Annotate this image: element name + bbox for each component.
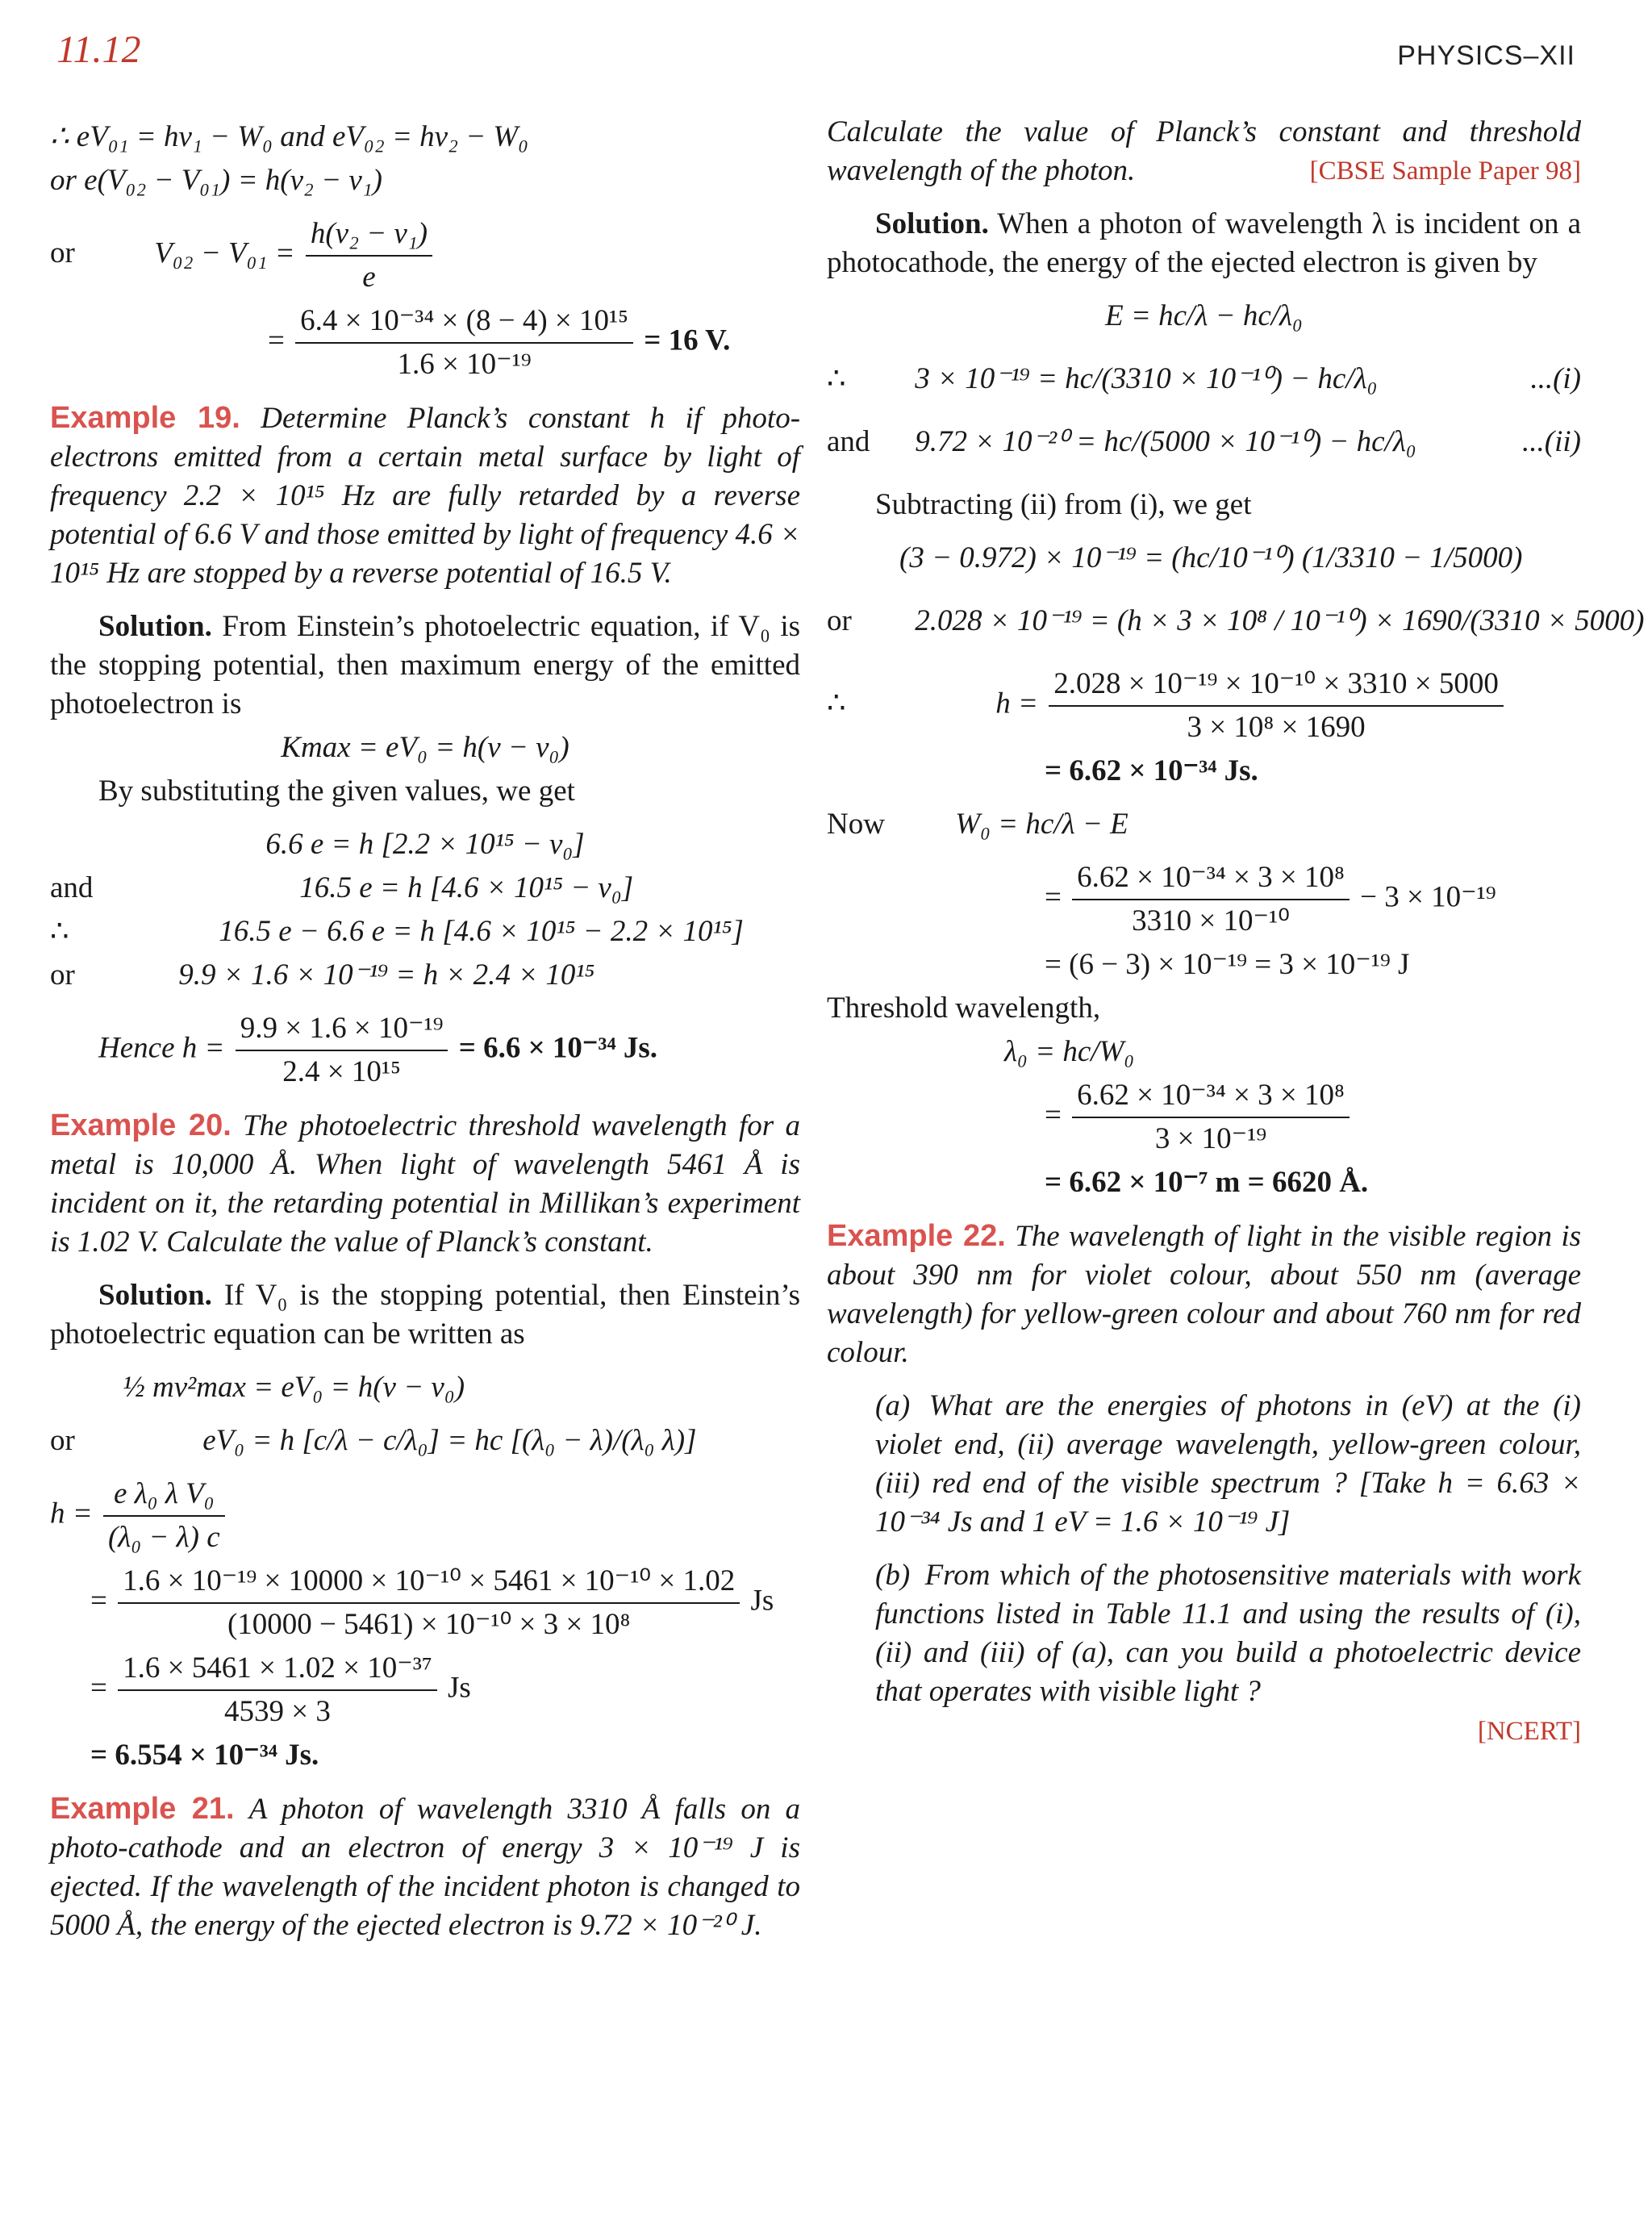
denominator: (10000 − 5461) × 10⁻¹⁰ × 3 × 10⁸: [227, 1608, 631, 1641]
equation-result: = 16 V.: [644, 324, 731, 357]
solution-text: When a photon of wavelength λ is incident on a photocathode, the energy of the ejected electron is given by: [827, 207, 1581, 279]
reference: [CBSE Sample Paper 98]: [1309, 157, 1581, 186]
numerator: 6.62 × 10⁻³⁴ × 3 × 10⁸: [1072, 858, 1350, 900]
equation: ∴ eV₀₁ = hν₁ − W₀ and eV₀₂ = hν₂ − W₀: [50, 120, 529, 153]
right-column: [827, 113, 1645, 1751]
fraction: [1072, 858, 1350, 941]
denominator: (λ₀ − λ) c: [107, 1521, 220, 1554]
solution-label: Solution.: [98, 1279, 212, 1312]
example-text: The photoelectric threshold wavelength for a metal is 10,000 Å. When light of wavelength 5461 Å is incident on it, the retarding potential in Millikan’s experiment is 1.02 V. Calculate the value of Planck’s constant.: [50, 1109, 800, 1259]
equation: [50, 1422, 800, 1460]
equation-tag: ...(i): [1530, 362, 1581, 395]
question-part-a: [875, 1387, 1581, 1542]
equation-lead: or: [50, 1424, 75, 1457]
equation-lhs: h =: [995, 687, 1038, 720]
example-heading: Example 19.: [50, 401, 240, 435]
example-22: [827, 1217, 1581, 1372]
equation: [50, 215, 800, 297]
part-text: What are the energies of photons in (eV) at the (i) violet end, (ii) average wavelength, yellow-green colour, (iii) red end of the visible spectrum ? [Take h = 6.63 × 10⁻³⁴ Js and 1 eV = 1.6 × 10⁻¹⁹ J]: [875, 1389, 1581, 1539]
equation: λ₀ = hc/W₀: [1004, 1035, 1135, 1068]
example-heading: Example 22.: [827, 1219, 1006, 1253]
example-21-continued: [827, 113, 1581, 190]
equation-lhs: Hence h =: [98, 1031, 225, 1065]
fraction: [1072, 1076, 1350, 1159]
fraction: [306, 215, 432, 297]
equation: [50, 956, 800, 995]
example-21: [50, 1789, 800, 1945]
equation-result: = 6.62 × 10⁻³⁴ Js.: [1045, 754, 1258, 787]
equation-lead: and: [50, 871, 94, 904]
equation-result: = 6.62 × 10⁻⁷ m = 6620 Å.: [1045, 1166, 1369, 1199]
numerator: h(ν₂ − ν₁): [306, 215, 432, 257]
fraction: [118, 1562, 740, 1644]
equation: [827, 360, 1581, 399]
equation-lead: Now: [827, 808, 885, 841]
solution-21: [827, 205, 1581, 282]
part-label: (a): [875, 1389, 911, 1422]
solution-text: From Einstein’s photoelectric equation, if V₀ is the stopping potential, then maximum energy of the emitted photoelectron is: [50, 610, 801, 720]
equation-body: 9.72 × 10⁻²⁰ = hc/(5000 × 10⁻¹⁰) − hc/λ₀: [915, 425, 1416, 458]
solution-label: Solution.: [98, 610, 212, 643]
equation-lead: ∴: [50, 915, 69, 948]
text-line: By substituting the given values, we get: [98, 775, 575, 808]
equation: [50, 1475, 800, 1557]
equation: [827, 805, 1581, 844]
equation-lead: or: [50, 236, 75, 270]
equation: ½ mv²max = eV₀ = h(ν − ν₀): [123, 1371, 465, 1404]
left-column: [50, 113, 800, 1945]
equation: [827, 423, 1581, 461]
equation-lead: and: [827, 425, 870, 458]
denominator: 3 × 10⁸ × 1690: [1187, 711, 1366, 744]
fraction: [103, 1475, 225, 1557]
denominator: 1.6 × 10⁻¹⁹: [397, 348, 532, 381]
equation-result: = 6.554 × 10⁻³⁴ Js.: [90, 1739, 319, 1772]
fraction: [295, 302, 633, 384]
equation-tail: − 3 × 10⁻¹⁹: [1360, 880, 1496, 914]
equation: = $\frac{\text{1.6 × 10⁻¹⁹ × 10000 × 10⁻¹⁰ × 5461 × 10⁻¹⁰ × 1.02}}{\text{(10000 − 5461) × 10⁻¹⁰ × 3 × 10⁸}}$ Js: [50, 1562, 800, 1644]
equation: [50, 1009, 800, 1092]
fraction: [118, 1649, 437, 1731]
part-label: (b): [875, 1559, 911, 1592]
numerator: e λ₀ λ V₀: [103, 1475, 225, 1517]
denominator: 2.4 × 10¹⁵: [282, 1055, 401, 1088]
numerator: 1.6 × 5461 × 1.02 × 10⁻³⁷: [118, 1649, 437, 1691]
example-text: Calculate the value of Planck’s constant and threshold wavelength of the photon.: [827, 115, 1581, 187]
denominator: 3310 × 10⁻¹⁰: [1132, 904, 1290, 937]
equation: [50, 869, 800, 908]
unit: Js: [448, 1671, 471, 1705]
equation-lead: or: [827, 604, 852, 637]
example-20: [50, 1106, 800, 1262]
example-text: The wavelength of light in the visible region is about 390 nm for violet colour, about 550 nm (average wavelength) for yellow-green colour and about 760 nm for red colour.: [827, 1220, 1582, 1369]
running-head: PHYSICS–XII: [1397, 40, 1575, 71]
fraction: [1049, 665, 1504, 747]
solution-19: [50, 608, 800, 724]
equation: = $\frac{\text{6.4 × 10⁻³⁴ × (8 − 4) × 10¹⁵}}{\text{1.6 × 10⁻¹⁹}}$ = 16 V.: [50, 302, 800, 384]
equation: E = hc/λ − hc/λ₀: [1105, 299, 1303, 332]
example-19: [50, 399, 800, 593]
equation-body: 3 × 10⁻¹⁹ = hc/(3310 × 10⁻¹⁰) − hc/λ₀: [915, 362, 1378, 395]
denominator: e: [362, 261, 376, 294]
equation: [827, 665, 1581, 747]
denominator: 3 × 10⁻¹⁹: [1154, 1122, 1267, 1155]
fraction: [236, 1009, 448, 1092]
equation-body: 16.5 e = h [4.6 × 10¹⁵ − ν₀]: [299, 871, 634, 904]
equation-body: eV₀ = h [c/λ − c/λ₀] = hc [(λ₀ − λ)/(λ₀ λ)]: [202, 1424, 697, 1457]
equation-body: 2.028 × 10⁻¹⁹ = (h × 3 × 10⁸ / 10⁻¹⁰) × 1690/(3310 × 5000): [915, 604, 1645, 637]
text-line: Subtracting (ii) from (i), we get: [875, 488, 1252, 521]
example-heading: Example 21.: [50, 1792, 235, 1826]
solution-label: Solution.: [875, 207, 989, 240]
equation: = $\frac{\text{6.62 × 10⁻³⁴ × 3 × 10⁸}}{\text{3 × 10⁻¹⁹}}$: [827, 1076, 1581, 1159]
equation-body: W₀ = hc/λ − E: [955, 808, 1128, 841]
solution-text: If V₀ is the stopping potential, then Einstein’s photoelectric equation can be written as: [50, 1279, 800, 1351]
example-text: Determine Planck’s constant h if photo-electrons emitted from a certain metal surface by light of frequency 2.2 × 10¹⁵ Hz are fully retarded by a reverse potential of 6.6 V and those emitted by light of frequency 4.6 × 10¹⁵ Hz are stopped by a reverse potential of 16.5 V.: [50, 402, 801, 590]
example-heading: Example 20.: [50, 1109, 232, 1142]
numerator: 1.6 × 10⁻¹⁹ × 10000 × 10⁻¹⁰ × 5461 × 10⁻¹⁰ × 1.02: [118, 1562, 740, 1604]
numerator: 6.4 × 10⁻³⁴ × (8 − 4) × 10¹⁵: [295, 302, 633, 344]
equation: = $\frac{\text{6.62 × 10⁻³⁴ × 3 × 10⁸}}{\text{3310 × 10⁻¹⁰}}$ − 3 × 10⁻¹⁹: [827, 858, 1581, 941]
numerator: 2.028 × 10⁻¹⁹ × 10⁻¹⁰ × 3310 × 5000: [1049, 665, 1504, 707]
part-text: From which of the photosensitive materials with work functions listed in Table 11.1 and using the results of (i), (ii) and (iii) of (a), can you build a photoelectric device that operates with visible light ?: [875, 1559, 1581, 1708]
equation-lhs: V₀₂ − V₀₁ =: [154, 236, 295, 270]
equation: or e(V₀₂ − V₀₁) = h(ν₂ − ν₁): [50, 164, 382, 197]
text-line: Threshold wavelength,: [827, 992, 1101, 1025]
equation-tag: ...(ii): [1522, 425, 1581, 458]
unit: Js: [750, 1584, 774, 1618]
equation: (3 − 0.972) × 10⁻¹⁹ = (hc/10⁻¹⁰) (1/3310 − 1/5000): [899, 541, 1523, 574]
equation-result: = 6.6 × 10⁻³⁴ Js.: [458, 1031, 658, 1065]
equation: = $\frac{\text{1.6 × 5461 × 1.02 × 10⁻³⁷}}{4539 \times 3}$ Js: [50, 1649, 800, 1731]
denominator: 4539 × 3: [224, 1695, 331, 1728]
numerator: 6.62 × 10⁻³⁴ × 3 × 10⁸: [1072, 1076, 1350, 1118]
equation-lhs: h =: [50, 1497, 93, 1530]
page-number: 11.12: [56, 28, 141, 71]
equation: [827, 602, 1645, 641]
equation-body: 9.9 × 1.6 × 10⁻¹⁹ = h × 2.4 × 10¹⁵: [178, 958, 595, 992]
question-part-b: [875, 1556, 1581, 1711]
equation: 6.6 e = h [2.2 × 10¹⁵ − ν₀]: [265, 828, 585, 861]
equation: Kmax = eV₀ = h(ν − ν₀): [281, 731, 569, 764]
example-text: A photon of wavelength 3310 Å falls on a photo-cathode and an electron of energy 3 × 10⁻¹⁹ J is ejected. If the wavelength of the incident photon is changed to 5000 Å, the energy of the ejected electron is 9.72 × 10⁻²⁰ J.: [50, 1793, 800, 1942]
reference: [NCERT]: [1477, 1717, 1581, 1746]
equation-body: 16.5 e − 6.6 e = h [4.6 × 10¹⁵ − 2.2 × 10¹⁵]: [219, 915, 744, 948]
equation-lead: or: [50, 958, 75, 992]
equation: = (6 − 3) × 10⁻¹⁹ = 3 × 10⁻¹⁹ J: [1045, 948, 1410, 981]
equation-lead: ∴: [827, 362, 846, 395]
equation: [50, 912, 800, 951]
equation-lead: ∴: [827, 687, 846, 720]
reference-line: [827, 1711, 1581, 1751]
solution-20: [50, 1276, 800, 1354]
numerator: 9.9 × 1.6 × 10⁻¹⁹: [236, 1009, 448, 1051]
